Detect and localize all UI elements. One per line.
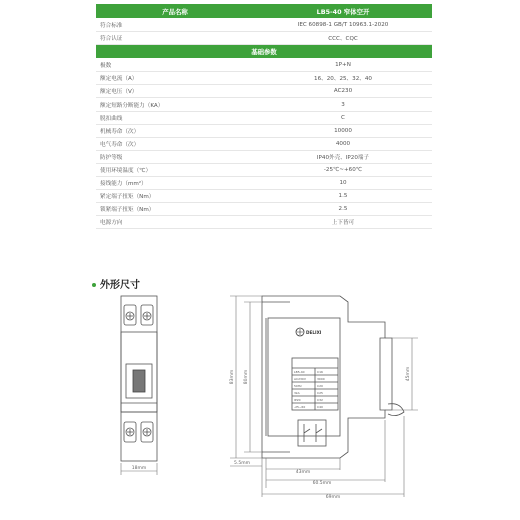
row-value: 4000 — [254, 137, 432, 150]
row-value: -25℃~+60℃ — [254, 163, 432, 176]
row-value: CCC、CQC — [254, 32, 432, 45]
row-key: 脱扣曲线 — [96, 111, 254, 124]
label-cell: C32 — [317, 398, 323, 402]
row-key: 紧定端子扭矩（Nm） — [96, 190, 254, 203]
row-value: 3 — [254, 98, 432, 111]
height-right-label: 45mm — [406, 366, 411, 382]
row-value: 2.5 — [254, 203, 432, 216]
label-cell: C20 — [317, 384, 323, 388]
row-value: 10000 — [254, 124, 432, 137]
label-cell: AC230V — [294, 377, 306, 381]
row-key: 锁紧端子扭矩（Nm） — [96, 203, 254, 216]
row-value: 16、20、25、32、40 — [254, 72, 432, 85]
offset-label: 5.5mm — [234, 461, 250, 466]
label-cell: 50Hz — [294, 384, 302, 388]
label-cell: IP20 — [294, 398, 301, 402]
row-key: 符合认证 — [96, 32, 254, 45]
row-value: 1P+N — [254, 59, 432, 72]
row-key: 防护等级 — [96, 150, 254, 163]
row-key: 电源方向 — [96, 216, 254, 229]
row-key: 符合标准 — [96, 19, 254, 32]
circuit-symbol — [304, 424, 322, 442]
toggle-handle[interactable] — [133, 370, 145, 392]
row-key: 使用环境温度（℃） — [96, 163, 254, 176]
row-value: C — [254, 111, 432, 124]
row-value: 10 — [254, 177, 432, 190]
header-product-name-value: LB5-40 窄体空开 — [254, 4, 432, 19]
row-key: 额定电流（A） — [96, 72, 254, 85]
row-key: 额定电压（V） — [96, 85, 254, 98]
section-title: 基础参数 — [96, 45, 432, 59]
label-cell: C40 — [317, 405, 323, 409]
header-product-name-label: 产品名称 — [96, 4, 254, 19]
depth-60-label: 60.5mm — [312, 481, 332, 486]
row-key: 极数 — [96, 59, 254, 72]
front-view — [121, 296, 157, 461]
row-value: 1.5 — [254, 190, 432, 203]
height-total-label: 83mm — [230, 369, 235, 385]
label-cell: 3kA — [294, 391, 300, 395]
row-key: 电气寿命（次） — [96, 137, 254, 150]
label-cell: 3000 — [317, 377, 325, 381]
circuit-symbol-box — [298, 420, 326, 446]
depth-69-label: 69mm — [325, 495, 341, 500]
brand-text: DELIXI — [306, 330, 322, 335]
row-value: IEC 60898-1 GB/T 10963.1-2020 — [254, 19, 432, 32]
row-key: 额定短路分断能力（KA） — [96, 98, 254, 111]
depth-43-label: 43mm — [295, 470, 311, 475]
din-clip — [385, 338, 392, 410]
width-label: 18mm — [131, 466, 147, 471]
side-view — [262, 296, 404, 458]
row-value: 上下皆可 — [254, 216, 432, 229]
row-value: AC230 — [254, 85, 432, 98]
label-cell: C25 — [317, 391, 323, 395]
dimensions-title-text: 外形尺寸 — [100, 280, 140, 291]
label-cell: C16 — [317, 370, 323, 374]
row-key: 接线能力（mm²） — [96, 177, 254, 190]
row-key: 机械寿命（次） — [96, 124, 254, 137]
label-cell: -25~60 — [294, 405, 306, 409]
row-value: IP40外壳、IP20端子 — [254, 150, 432, 163]
height-body-label: 80mm — [244, 369, 249, 385]
label-cell: LB5-40 — [294, 370, 305, 374]
